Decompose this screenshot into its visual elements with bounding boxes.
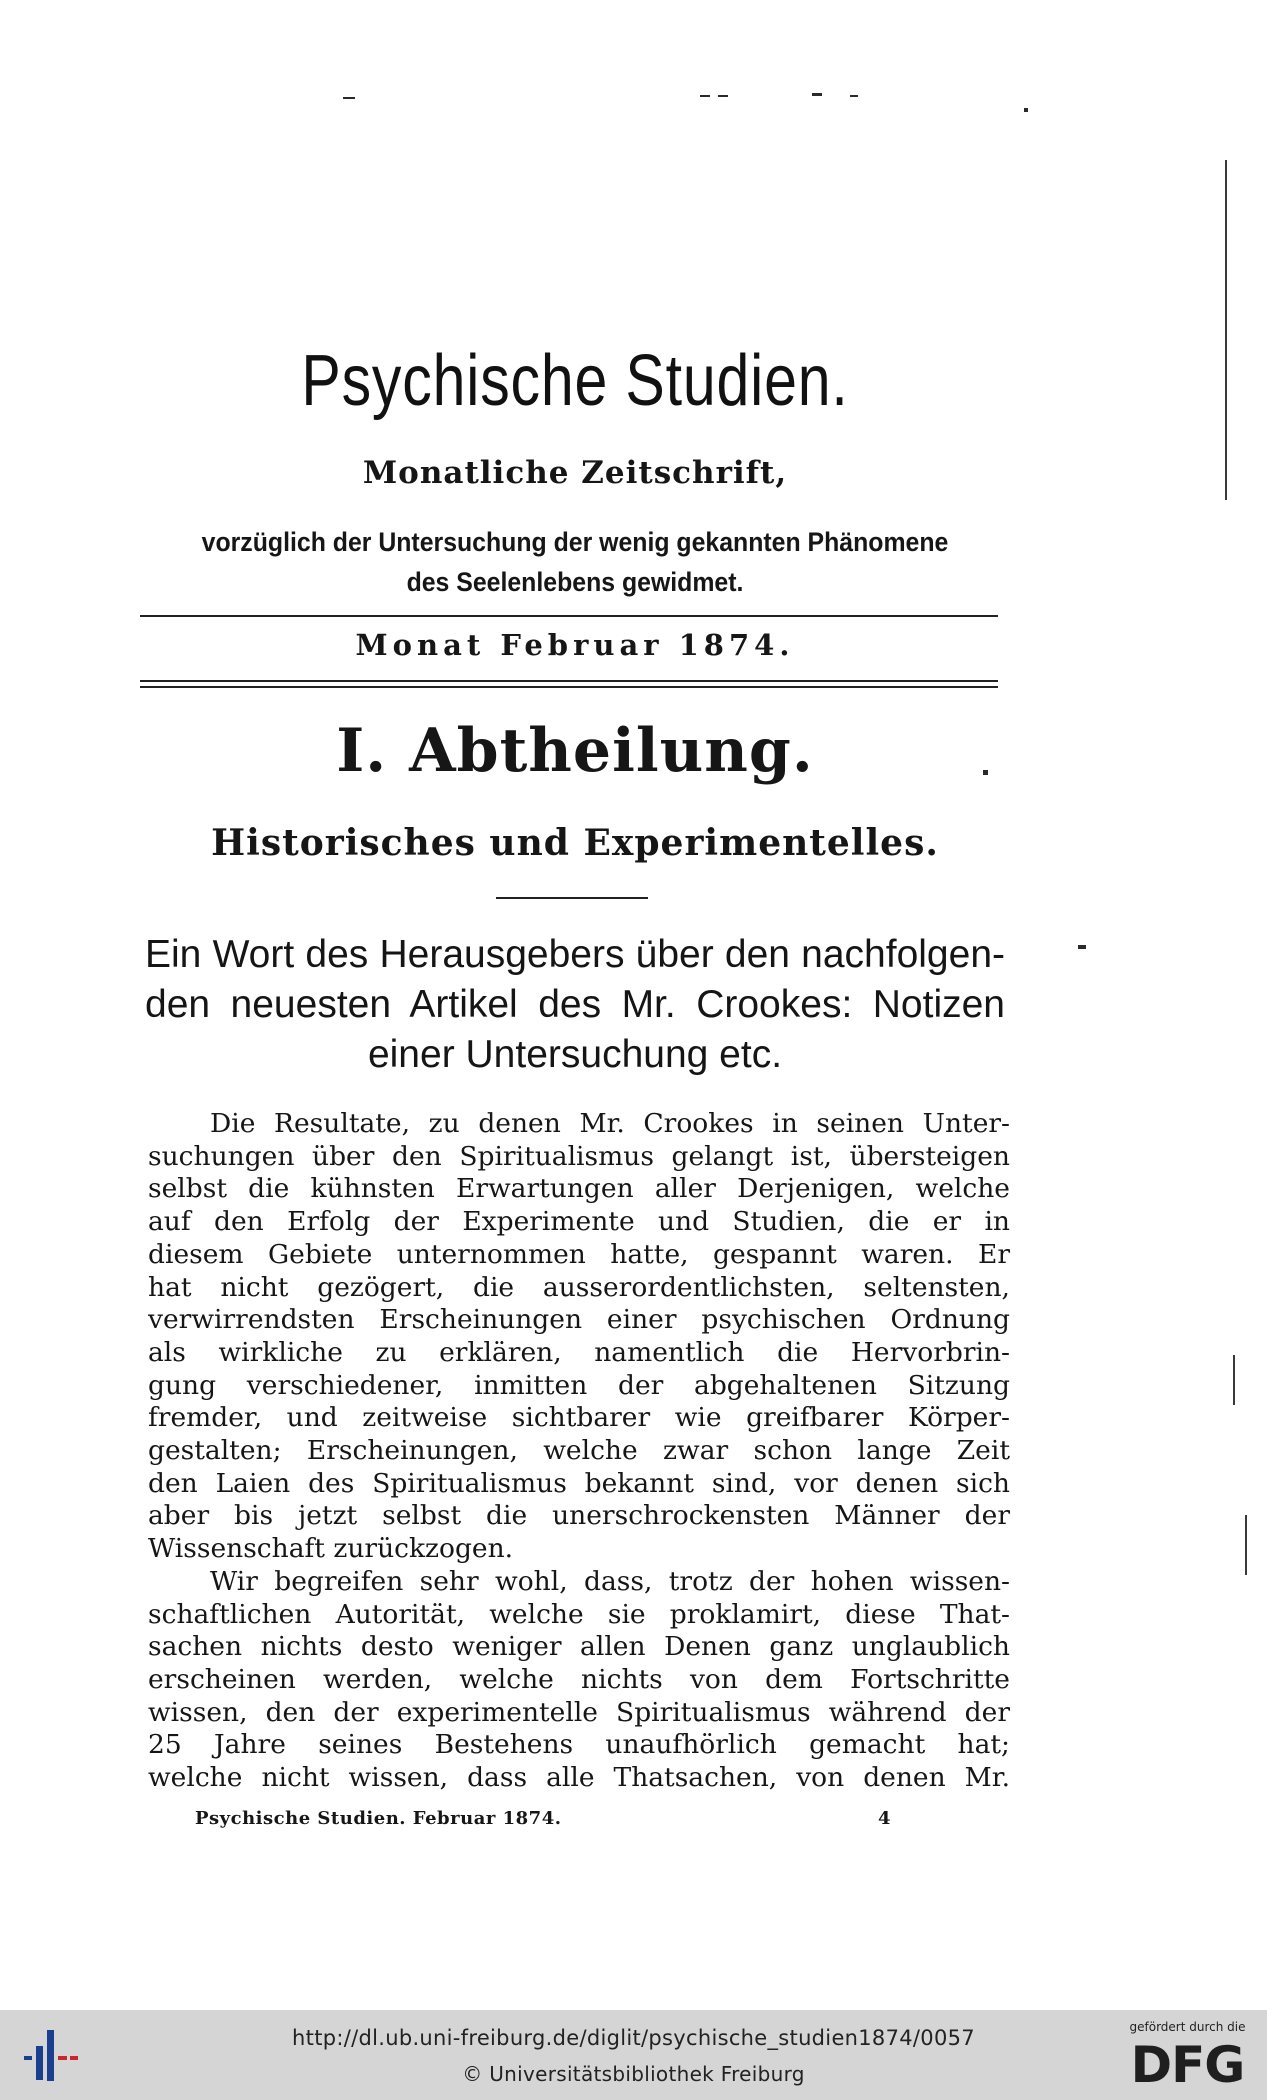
section-divider	[496, 897, 648, 899]
dfg-logo: DFG	[1130, 2036, 1245, 2094]
tagline-line: des Seelenlebens gewidmet.	[406, 567, 744, 597]
journal-tagline	[175, 522, 975, 602]
page-edge-line	[1233, 1355, 1235, 1405]
body-line: hat nicht gezögert, die ausserordentlichsten, seltensten,	[148, 1271, 1010, 1303]
body-line: Wissenschaft zurückzogen.	[148, 1533, 514, 1565]
copyright-notice: © Universitätsbibliothek Freiburg	[462, 2062, 805, 2086]
scan-mark	[343, 97, 355, 99]
scan-mark	[718, 95, 728, 97]
section-heading: I. Abtheilung.	[336, 716, 814, 786]
rule-bottom	[140, 680, 998, 682]
article-title-line: einer Untersuchung etc.	[367, 1033, 783, 1076]
tagline-line: vorzüglich der Untersuchung der wenig gekannten Phänomene	[201, 527, 949, 557]
body-line: selbst die kühnsten Erwartungen aller Derjenigen, welche	[148, 1173, 1010, 1205]
issue-month: Monat Februar 1874.	[355, 628, 795, 662]
body-line: schaftlichen Autorität, welche sie proklamirt, diese That-	[148, 1598, 1010, 1630]
rule-bottom	[140, 686, 998, 688]
article-title	[145, 930, 1005, 1080]
dfg-funding-note: gefördert durch die	[1129, 2020, 1246, 2034]
scan-mark	[850, 95, 858, 97]
body-line: Die Resultate, zu denen Mr. Crookes in seinen Unter-	[210, 1108, 1010, 1139]
body-line: suchungen über den Spiritualismus gelangt ist, übersteigen	[148, 1140, 1010, 1172]
article-title-line: Ein Wort des Herausgebers über den nachfolgen-	[145, 933, 1005, 976]
body-line: verwirrendsten Erscheinungen einer psychischen Ordnung	[148, 1304, 1010, 1336]
library-footer-bar	[0, 2010, 1267, 2100]
body-line: diesem Gebiete unternommen hatte, gespannt waren. Er	[148, 1238, 1010, 1270]
journal-title: Psychische Studien.	[301, 341, 849, 421]
body-line: erscheinen werden, welche nichts von dem Fortschritte	[148, 1663, 1010, 1695]
body-line: welche nicht wissen, dass alle Thatsachen, von denen Mr.	[148, 1762, 1010, 1794]
body-line: als wirkliche zu erklären, namentlich die Hervorbrin-	[148, 1336, 1010, 1368]
body-line: 25 Jahre seines Bestehens unaufhörlich gemacht hat;	[148, 1729, 1010, 1761]
rule-top	[140, 615, 998, 617]
scan-mark	[1024, 108, 1028, 112]
page-edge-line	[1225, 160, 1227, 500]
sheet-signature: 4	[878, 1808, 891, 1829]
article-title-line: den neuesten Artikel des Mr. Crookes: Notizen	[145, 983, 1005, 1026]
body-line: gung verschiedener, inmitten der abgehaltenen Sitzung	[148, 1369, 1010, 1401]
permalink-url[interactable]: http://dl.ub.uni-freiburg.de/diglit/psychische_studien1874/0057	[292, 2026, 975, 2050]
body-line: sachen nichts desto weniger allen Denen ganz unglaublich	[148, 1631, 1010, 1663]
page-edge-line	[1245, 1515, 1247, 1575]
body-line: gestalten; Erscheinungen, welche zwar schon lange Zeit	[148, 1435, 1010, 1467]
body-line: fremder, und zeitweise sichtbarer wie greifbarer Körper-	[148, 1402, 1010, 1434]
article-body	[148, 1108, 1010, 1795]
body-line: den Laien des Spiritualismus bekannt sind, vor denen sich	[148, 1467, 1010, 1499]
scan-mark	[1078, 945, 1086, 949]
body-line: Wir begreifen sehr wohl, dass, trotz der hohen wissen-	[210, 1565, 1010, 1597]
scan-mark	[812, 93, 822, 96]
journal-subtitle: Monatliche Zeitschrift,	[362, 455, 788, 491]
body-line: aber bis jetzt selbst die unerschrockensten Männer der	[148, 1500, 1010, 1532]
body-line: auf den Erfolg der Experimente und Studien, die er in	[148, 1206, 1010, 1238]
running-footer-title: Psychische Studien. Februar 1874.	[195, 1808, 562, 1829]
section-subheading: Historisches und Experimentelles.	[211, 822, 939, 864]
scan-mark	[700, 95, 710, 97]
body-line: wissen, den der experimentelle Spiritualismus während der	[148, 1696, 1010, 1728]
